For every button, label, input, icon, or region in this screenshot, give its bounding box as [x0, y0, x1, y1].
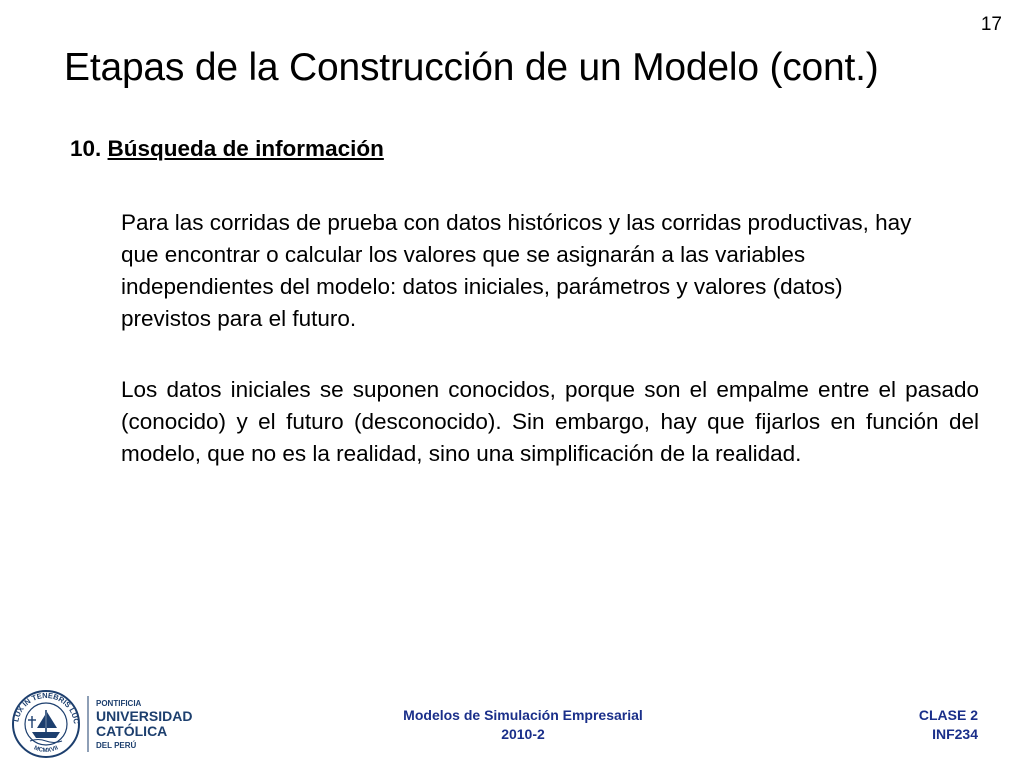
paragraph-2: Los datos iniciales se suponen conocidos, porque son el empalme entre el pasado (conocido) y el futuro (desconocido). Sin embargo, hay que fijarlos en función del modelo, que no es la realidad, sino una simplificación de la realidad.	[121, 377, 979, 466]
slide-number: 17	[980, 14, 1002, 35]
footer-class: CLASE 2	[918, 707, 978, 723]
footer-class-info	[919, 706, 978, 744]
logo-line-4: DEL PERÚ	[96, 741, 137, 750]
university-logo	[10, 688, 210, 758]
footer-term: 2010-2	[501, 726, 545, 742]
seal-year: MCMXVII	[32, 745, 60, 755]
footer-course-info	[350, 706, 696, 744]
seal-motto: LUX IN TENEBRIS LUC	[11, 690, 81, 725]
logo-line-1: PONTIFICIA	[96, 699, 142, 708]
logo-line-2: UNIVERSIDAD	[96, 708, 193, 724]
footer-course-name: Modelos de Simulación Empresarial	[403, 707, 643, 723]
logo-line-3: CATÓLICA	[96, 723, 168, 739]
paragraph-1: Para las corridas de prueba con datos históricos y las corridas productivas, hay que encontrar o calcular los valores que se asignarán a las variables independientes del modelo: datos iniciales, parámetros y valores (datos) previstos para el futuro.	[121, 210, 912, 331]
section-heading	[70, 136, 384, 162]
footer-code: INF234	[932, 726, 978, 742]
slide-title: Etapas de la Construcción de un Modelo (cont.)	[64, 46, 879, 89]
section-number: 10.	[70, 136, 102, 161]
university-seal-icon	[10, 688, 210, 758]
section-heading-text: Búsqueda de información	[107, 136, 384, 161]
